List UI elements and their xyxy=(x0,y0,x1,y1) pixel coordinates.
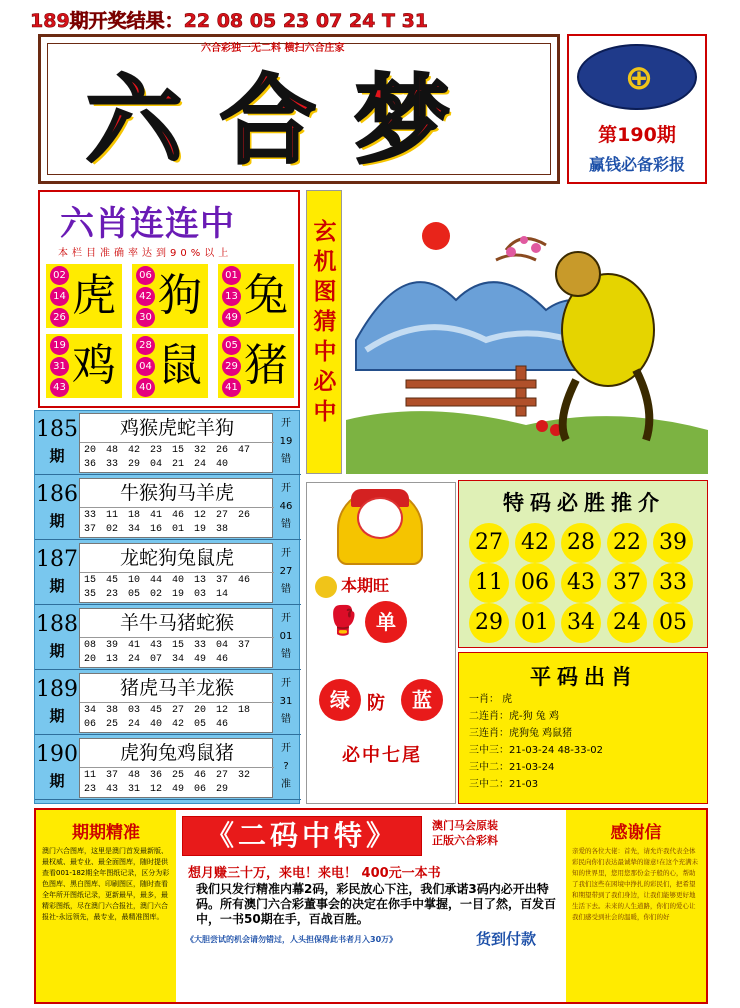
god-of-wealth-figure xyxy=(337,489,423,565)
special-number-ball: 05 xyxy=(653,603,693,643)
zodiac-char: 虎 xyxy=(72,270,116,321)
green-ball: 绿 xyxy=(319,679,361,721)
monkey-painting xyxy=(346,190,708,474)
zodiac-number-ball: 06 xyxy=(136,266,155,285)
special-number-ball: 33 xyxy=(653,563,693,603)
special-number-ball: 28 xyxy=(561,523,601,563)
history-result: 开 31 错 xyxy=(279,678,293,725)
masthead-tagline: 六合彩独一无二料 横扫六合庄家 xyxy=(201,43,345,54)
zodiac-char: 兔 xyxy=(244,270,288,321)
special-number-ball: 43 xyxy=(561,563,601,603)
history-row xyxy=(35,411,301,475)
accuracy-text: 澳门六合图库，这里是澳门首发最新版、最权威、最专业、最全面图库，随时提供查看001-182期全年图纸记录，区分为彩色图库、黑白图库、印刷图区，随时查看全年所开图纸记录，更新最早，最多，最精彩图纸，尽在澳门六合报社，澳门六合报社-永远领先，最专业，最精准图库。 xyxy=(42,847,170,921)
special-numbers-box xyxy=(458,480,708,648)
zodiac-number-ball: 30 xyxy=(136,308,155,327)
history-issue: 190 期 xyxy=(36,742,78,790)
zodiac-cell xyxy=(218,264,294,328)
zodiac-numbers xyxy=(136,336,156,399)
history-issue: 187 期 xyxy=(36,547,78,595)
zodiac-cell xyxy=(46,264,122,328)
zodiac-number-ball: 40 xyxy=(136,378,155,397)
lucky-label: 本期旺 xyxy=(315,573,389,598)
history-zodiacs: 龙蛇狗兔鼠虎 xyxy=(80,544,274,573)
history-zodiacs: 虎狗兔鸡鼠猪 xyxy=(80,739,274,768)
history-numbers: 33 11 18 41 46 12 27 26 37 02 34 16 01 19 38 xyxy=(84,510,251,535)
flat-zodiac-line: 三中三：21-03-24 48-33-02 xyxy=(469,745,603,756)
logo-slogan: 赢钱必备彩报 xyxy=(588,155,685,174)
history-row xyxy=(35,671,301,735)
six-zodiac-subtitle: 本栏目准确率达到90%以上 xyxy=(58,248,233,259)
six-zodiac-box xyxy=(38,190,300,408)
history-box xyxy=(79,608,273,668)
special-number-ball: 37 xyxy=(607,563,647,603)
masthead xyxy=(38,34,560,184)
zodiac-number-ball: 49 xyxy=(222,308,241,327)
draw-result-banner: 189期开奖结果：22 08 05 23 07 24 T 31 xyxy=(30,10,429,32)
history-zodiacs: 猪虎马羊龙猴 xyxy=(80,674,274,703)
zodiac-number-ball: 41 xyxy=(222,378,241,397)
history-zodiacs: 牛猴狗马羊虎 xyxy=(80,479,274,508)
flat-zodiac-line: 三中二：21-03 xyxy=(469,779,539,790)
history-result: 开 01 错 xyxy=(279,613,293,660)
flat-zodiac-line: 三中二：21-03-24 xyxy=(469,762,555,773)
zodiac-number-ball: 26 xyxy=(50,308,69,327)
flat-zodiac-line: 二连肖：虎-狗 兔 鸡 xyxy=(469,711,559,722)
logo-emblem xyxy=(577,44,697,110)
zodiac-cell xyxy=(218,334,294,398)
zodiac-cell xyxy=(132,264,208,328)
special-numbers-title: 特码必胜推介 xyxy=(503,490,665,515)
special-number-ball: 22 xyxy=(607,523,647,563)
zodiac-char: 猪 xyxy=(244,340,288,391)
history-row xyxy=(35,476,301,540)
history-table xyxy=(34,410,300,804)
history-box xyxy=(79,738,273,798)
history-numbers: 20 48 42 23 15 32 26 47 36 33 29 04 21 24 40 xyxy=(84,445,251,470)
vertical-slogan-text: 玄机图猜中必中 xyxy=(313,219,337,425)
special-number-ball: 11 xyxy=(469,563,509,603)
history-numbers: 34 38 03 45 27 20 12 18 06 25 24 40 42 05 46 xyxy=(84,705,251,730)
bottom-section xyxy=(34,808,708,1004)
special-number-ball: 01 xyxy=(515,603,555,643)
macau-label: 澳门马会原装 正版六合彩料 xyxy=(432,819,498,847)
flat-zodiac-line: 三连肖：虎狗兔 鸡鼠猪 xyxy=(469,728,573,739)
thanks-title: 感谢信 xyxy=(610,823,662,843)
guard-label: 防 xyxy=(367,693,385,714)
two-code-headline: 《二码中特》 xyxy=(182,816,422,856)
zodiac-cell xyxy=(46,334,122,398)
single-ball: 单 xyxy=(365,601,407,643)
zodiac-number-ball: 19 xyxy=(50,336,69,355)
history-box xyxy=(79,413,273,473)
history-issue: 186 期 xyxy=(36,482,78,530)
history-result: 开 19 错 xyxy=(279,418,293,465)
zodiac-number-ball: 01 xyxy=(222,266,241,285)
flat-zodiac-line: 一肖： 虎 xyxy=(469,694,513,705)
zodiac-number-ball: 29 xyxy=(222,357,241,376)
chance-line: 《大胆尝试的机会请勿错过，人头担保得此书者月入30万》 xyxy=(186,935,398,944)
zodiac-char: 狗 xyxy=(158,270,202,321)
history-row xyxy=(35,736,301,800)
promise-text: 我们只发行精准内幕2码，彩民放心下注，我们承诺3码内必开出特码。所有澳门六合彩董事会的决定在你手中掌握，一目了然，百发百中，一书50期在手，百战百胜。 xyxy=(196,882,557,926)
history-box xyxy=(79,543,273,603)
special-number-ball: 34 xyxy=(561,603,601,643)
boxers-icon: 🥊 xyxy=(325,604,361,637)
zodiac-cell xyxy=(132,334,208,398)
earn-line: 想月赚三十万，来电！来电！ 400元一本书 xyxy=(188,866,441,881)
history-row xyxy=(35,606,301,670)
history-row xyxy=(35,541,301,605)
cash-on-delivery-label: 货到付款 xyxy=(476,930,537,948)
zodiac-numbers xyxy=(50,266,70,329)
history-numbers: 15 45 10 44 40 13 37 46 35 23 05 02 19 03 14 xyxy=(84,575,251,600)
history-numbers: 08 39 41 43 15 33 04 37 20 13 24 07 34 49 46 xyxy=(84,640,251,665)
history-result: 开 27 错 xyxy=(279,548,293,595)
logo-box xyxy=(567,34,707,184)
history-numbers: 11 37 48 36 25 46 27 32 23 43 31 12 49 06 29 xyxy=(84,770,251,795)
zodiac-numbers xyxy=(50,336,70,399)
history-box xyxy=(79,673,273,733)
emblem-icon: ⊕ xyxy=(624,58,654,98)
zodiac-number-ball: 04 xyxy=(136,357,155,376)
zodiac-numbers xyxy=(222,336,242,399)
two-code-ad xyxy=(176,810,566,1002)
history-issue: 189 期 xyxy=(36,677,78,725)
fortune-box xyxy=(306,482,456,804)
thanks-letter-panel xyxy=(566,810,706,1002)
vertical-slogan xyxy=(306,190,342,474)
zodiac-number-ball: 14 xyxy=(50,287,69,306)
history-result: 开 ? 准 xyxy=(281,743,291,790)
zodiac-number-ball: 31 xyxy=(50,357,69,376)
zodiac-number-ball: 28 xyxy=(136,336,155,355)
history-result: 开 46 错 xyxy=(279,483,293,530)
special-number-ball: 06 xyxy=(515,563,555,603)
flat-zodiac-title: 平码出肖 xyxy=(530,664,638,689)
zodiac-char: 鼠 xyxy=(158,340,202,391)
zodiac-numbers xyxy=(222,266,242,329)
accuracy-title: 期期精准 xyxy=(72,823,140,843)
issue-number: 第190期 xyxy=(598,124,676,146)
history-issue: 185 期 xyxy=(36,417,78,465)
zodiac-number-ball: 02 xyxy=(50,266,69,285)
special-number-ball: 29 xyxy=(469,603,509,643)
coin-icon xyxy=(315,576,337,598)
flat-zodiac-box xyxy=(458,652,708,804)
zodiac-numbers xyxy=(136,266,156,329)
history-zodiacs: 鸡猴虎蛇羊狗 xyxy=(80,414,274,443)
zodiac-char: 鸡 xyxy=(72,340,116,391)
tail-label: 必中七尾 xyxy=(342,745,422,766)
special-number-ball: 39 xyxy=(653,523,693,563)
zodiac-number-ball: 42 xyxy=(136,287,155,306)
blue-ball: 蓝 xyxy=(401,679,443,721)
history-box xyxy=(79,478,273,538)
monkey-illustration xyxy=(346,190,708,474)
masthead-title: 六合梦 xyxy=(86,64,488,177)
zodiac-number-ball: 43 xyxy=(50,378,69,397)
history-zodiacs: 羊牛马猪蛇猴 xyxy=(80,609,274,638)
thanks-text: 亲爱的各位大佬：首先，请允许我代表全体彩民向你们表达最诚挚的谢意!在这个充满未知的世界里，您用您那份金子般的心，帮助了我们这些在困境中挣扎的彩民们，把希望和期望带到了我们身边，让我们能够更好地生活下去。未来的人生道路，你们的爱心让我们感受到社会的温暖，你们的好 xyxy=(572,847,699,921)
special-number-ball: 42 xyxy=(515,523,555,563)
zodiac-number-ball: 05 xyxy=(222,336,241,355)
special-number-ball: 27 xyxy=(469,523,509,563)
zodiac-number-ball: 13 xyxy=(222,287,241,306)
six-zodiac-title: 六肖连连中 xyxy=(60,204,235,244)
special-number-ball: 24 xyxy=(607,603,647,643)
accuracy-panel xyxy=(36,810,176,1002)
history-issue: 188 期 xyxy=(36,612,78,660)
